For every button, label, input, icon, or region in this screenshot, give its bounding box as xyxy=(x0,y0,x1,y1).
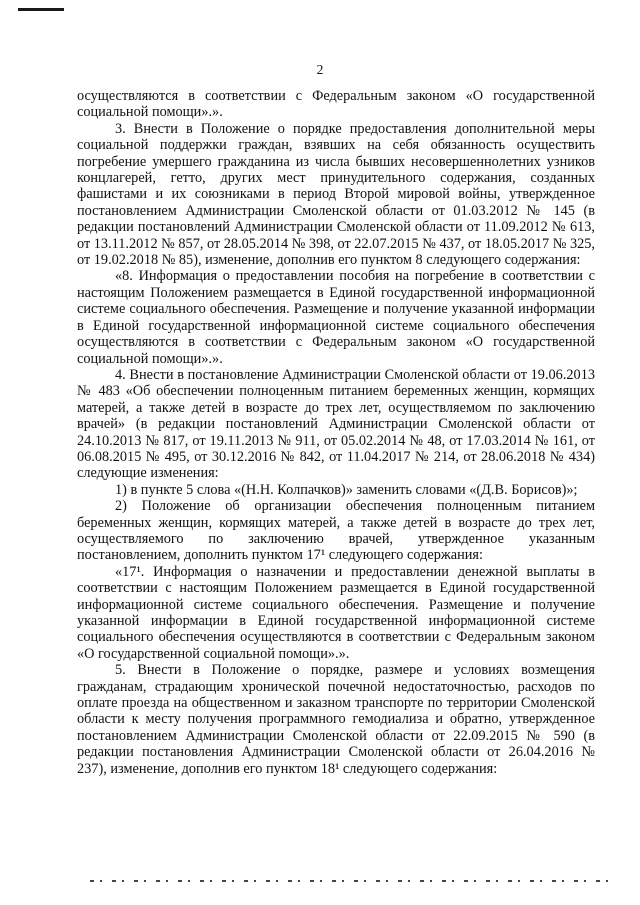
paragraph-subitem-1: 1) в пункте 5 слова «(Н.Н. Колпачков)» заменить словами «(Д.В. Борисов)»; xyxy=(115,481,578,498)
paragraph-continuation: осуществляются в соответствии с Федеральным законом «О государственной социальной помощи».». xyxy=(77,88,595,121)
paragraph-quote-8: «8. Информация о предоставлении пособия на погребение в соответствии с настоящим Положением размещается в Единой государственной информационной системе социального обеспечения. Размещение и получение указанной информации в Единой государственной информационной системе социального обеспечения осуществляются в соответствии с Федеральным законом «О государственной социальной помощи».». xyxy=(77,268,595,367)
paragraph-quote-17-1: «17¹. Информация о назначении и предоставлении денежной выплаты в соответствии с настоящим Положением размещается в Единой государственной информационной системе социального обеспечения. Размещение и получение указанной информации в Единой государственной информационной системе социального обеспечения осуществляются в соответствии с Федеральным законом «О государственной социальной помощи».». xyxy=(77,563,595,662)
document-body xyxy=(77,88,595,777)
scan-artifact-line xyxy=(18,8,64,11)
paragraph-item-3: 3. Внести в Положение о порядке предоставления дополнительной меры социальной поддержки граждан, взявших на себя обязанность осуществить погребение умершего гражданина из числа бывших несовершеннолетних узников концлагерей, гетто, других мест принудительного содержания, созданных фашистами и их союзниками в период Второй мировой войны, утвержденное постановлением Администрации Смоленской области от 01.03.2012 № 145 (в редакции постановлений Администрации Смоленской области от 11.09.2012 № 613, от 13.11.2012 № 857, от 28.05.2014 № 398, от 22.07.2015 № 437, от 18.05.2017 № 325, от 19.02.2018 № 85), изменение, дополнив его пунктом 8 следующего содержания: xyxy=(77,120,595,269)
paragraph-item-4: 4. Внести в постановление Администрации Смоленской области от 19.06.2013 № 483 «Об обеспечении полноценным питанием беременных женщин, кормящих матерей, а также детей в возрасте до трех лет, осуществляемом по заключению врачей» (в редакции постановлений Администрации Смоленской области от 24.10.2013 № 817, от 19.11.2013 № 911, от 05.02.2014 № 48, от 17.03.2014 № 161, от 06.08.2015 № 495, от 30.12.2016 № 842, от 11.04.2017 № 214, от 28.06.2018 № 434) следующие изменения: xyxy=(77,366,595,482)
scan-artifact-dots xyxy=(90,880,610,882)
paragraph-subitem-2: 2) Положение об организации обеспечения полноценным питанием беременных женщин, кормящих матерей, а также детей в возрасте до трех лет, осуществляемого по заключению врачей, утвержденное указанным постановлением, дополнить пунктом 17¹ следующего содержания: xyxy=(77,498,595,564)
page-number: 2 xyxy=(316,62,324,77)
paragraph-item-5: 5. Внести в Положение о порядке, размере и условиях возмещения гражданам, страдающим хронической почечной недостаточностью, расходов по оплате проезда на общественном и заказном транспорте по территории Смоленской области к месту получения программного гемодиализа и обратно, утвержденное постановлением Администрации Смоленской области от 22.09.2015 № 590 (в редакции постановления Администрации Смоленской области от 26.04.2016 № 237), изменение, дополнив его пунктом 18¹ следующего содержания: xyxy=(77,662,595,777)
